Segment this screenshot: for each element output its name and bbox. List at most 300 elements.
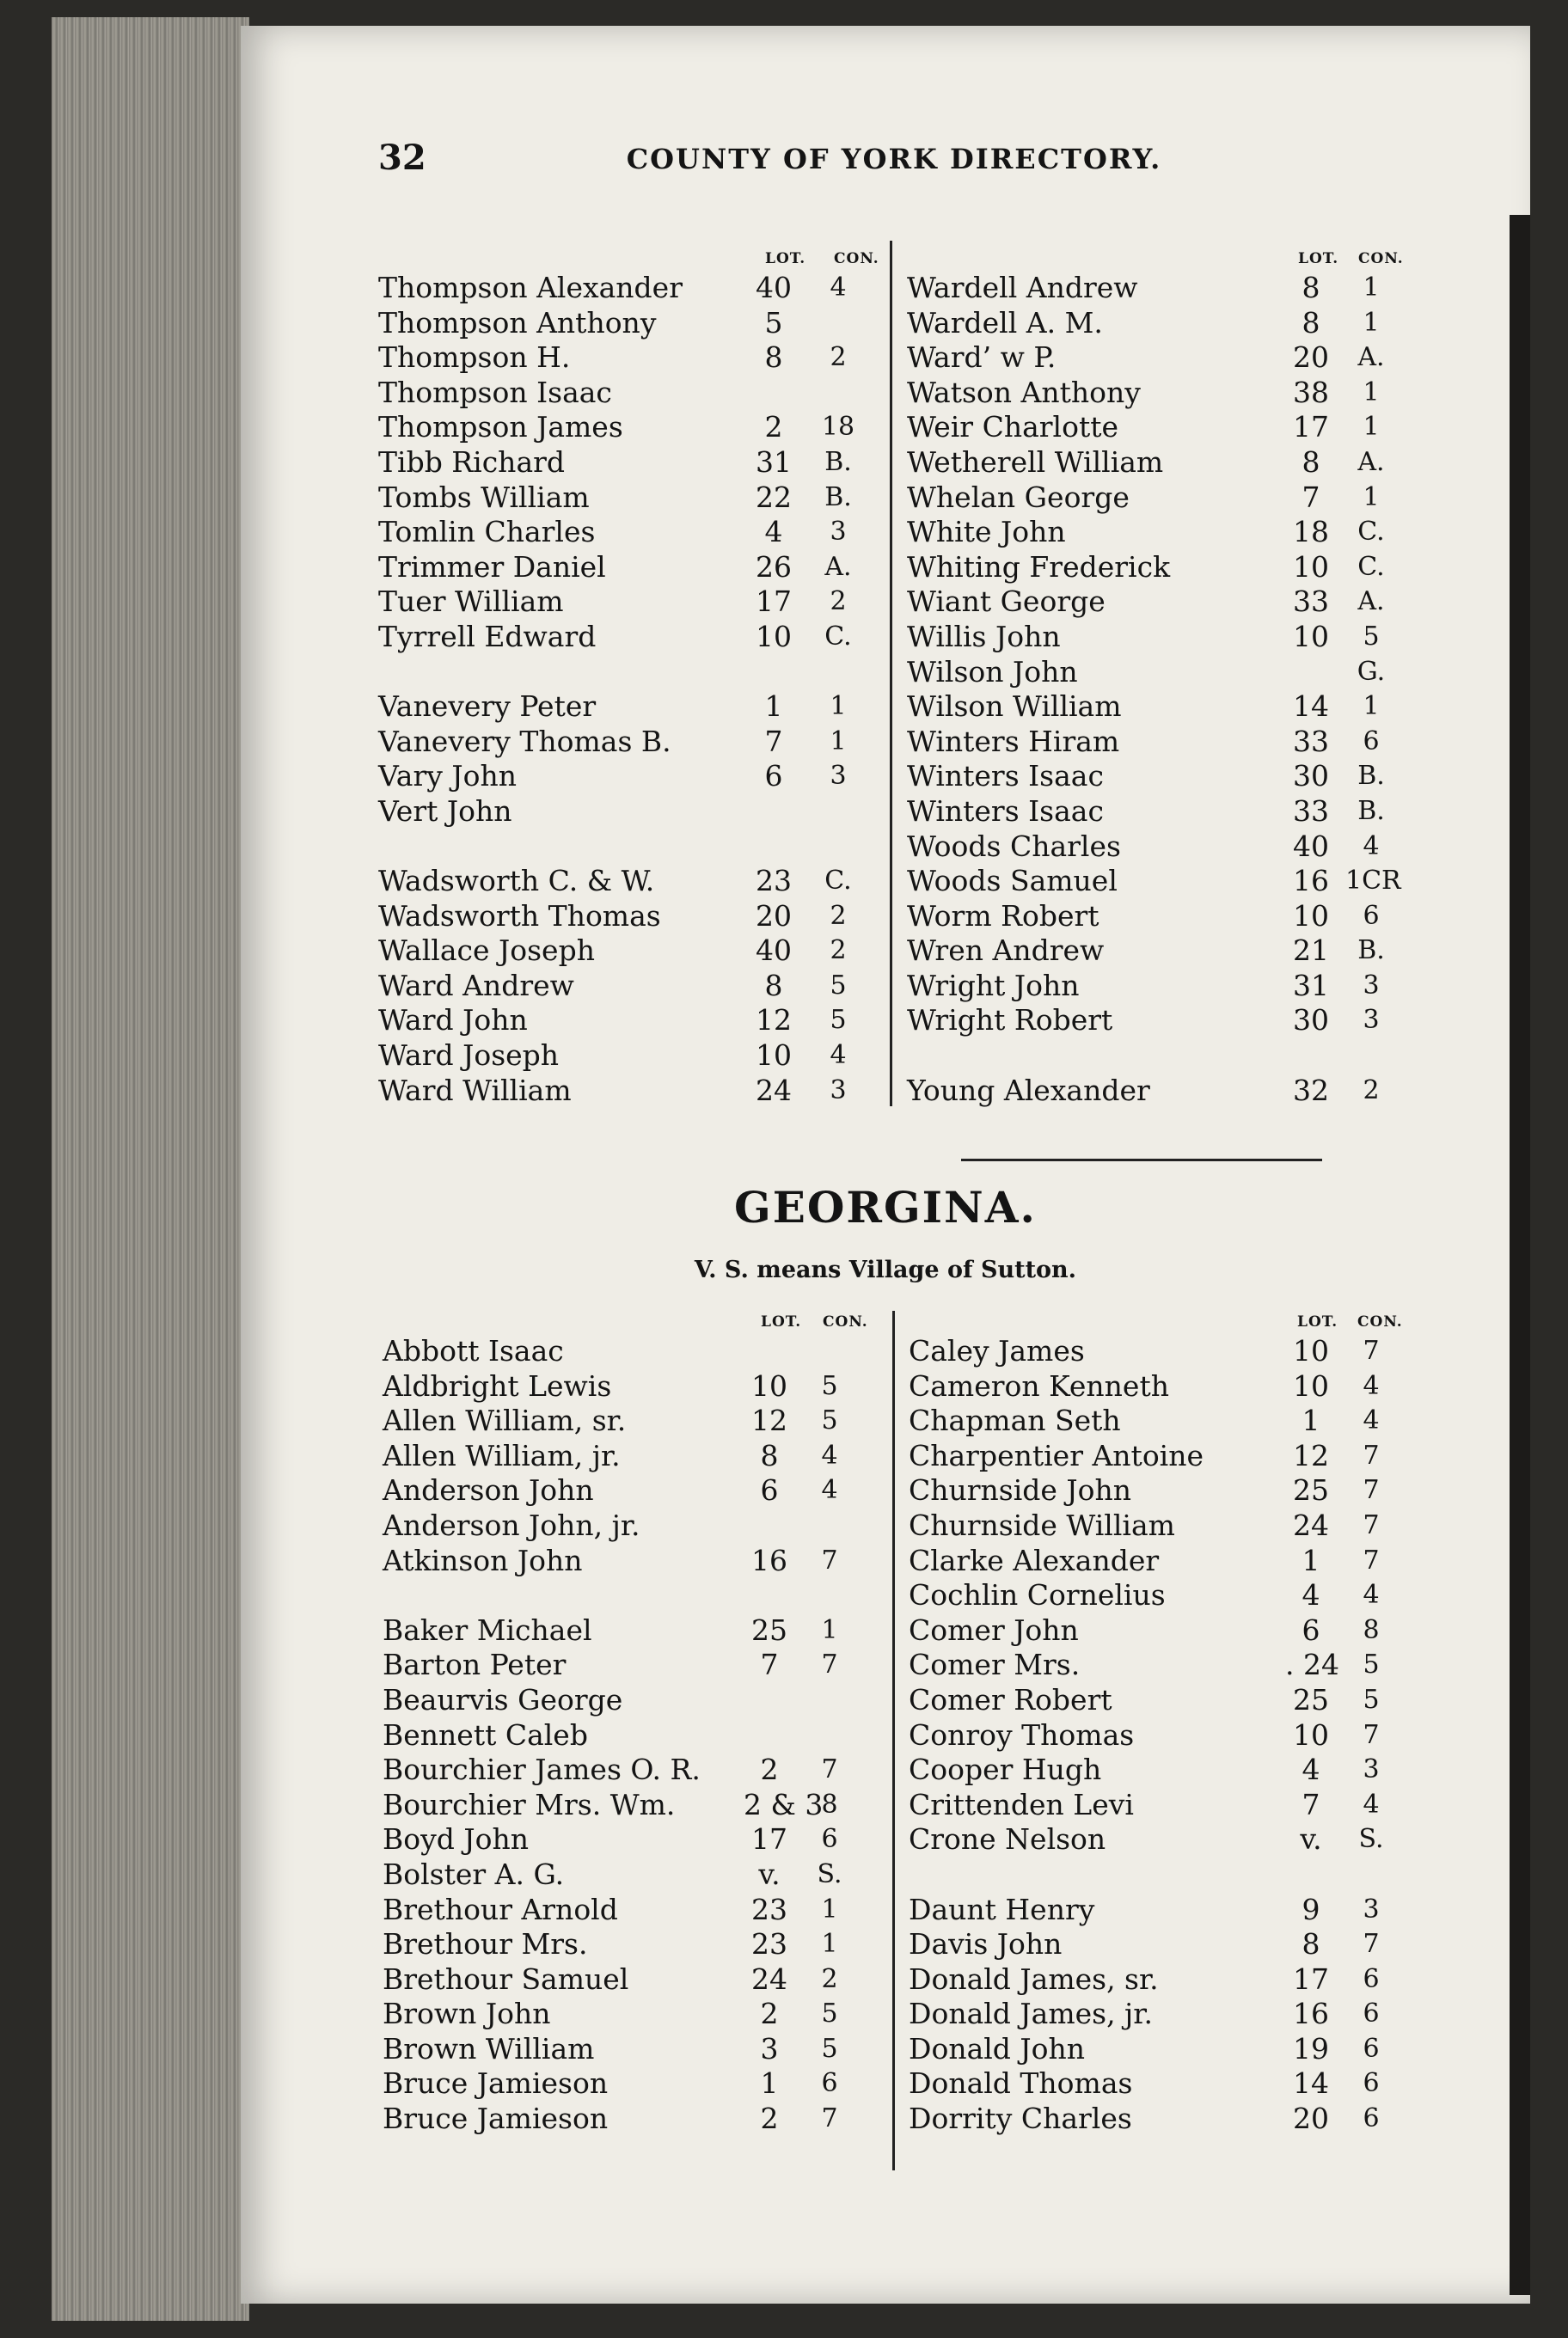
directory-entry: [907, 306, 1414, 341]
directory-entry: [383, 1473, 890, 1509]
entry-concession: B.: [824, 481, 852, 512]
entry-lot: 8: [1302, 1927, 1320, 1962]
directory-entry: [383, 1962, 890, 1998]
directory-entry: [907, 340, 1414, 376]
page-number: 32: [378, 138, 426, 178]
entry-concession: 7: [1363, 1545, 1380, 1576]
directory-entry: [378, 620, 885, 655]
entry-concession: 7: [1363, 1440, 1380, 1471]
entry-name: Thompson Anthony: [378, 305, 657, 340]
entry-name: Vanevery Thomas B.: [378, 724, 671, 758]
lot-header: LOT.: [765, 250, 806, 267]
entry-name: Donald James, sr.: [909, 1962, 1159, 1996]
entry-name: Winters Isaac: [907, 793, 1104, 828]
entry-name: Wadsworth C. & W.: [378, 864, 655, 898]
directory-entry: [378, 725, 885, 760]
directory-entry: [378, 376, 885, 411]
entry-concession: 1: [821, 1929, 838, 1960]
entry-name: Ward John: [378, 1003, 528, 1037]
directory-entry: [907, 829, 1414, 865]
entry-lot: 10: [756, 619, 792, 653]
entry-concession: 5: [821, 2033, 838, 2064]
entry-name: Anderson John, jr.: [383, 1508, 640, 1542]
directory-entry: [383, 1439, 890, 1474]
entry-name: Cooper Hugh: [909, 1753, 1102, 1787]
entry-lot: 10: [1293, 1368, 1329, 1403]
entry-concession: C.: [1357, 517, 1385, 548]
directory-entry: [907, 689, 1414, 725]
entry-concession: 4: [1363, 1370, 1380, 1401]
entry-name: Baker Michael: [383, 1613, 592, 1647]
entry-lot: 7: [1302, 1787, 1320, 1821]
entry-concession: 4: [1363, 1580, 1380, 1611]
directory-entry: [907, 864, 1414, 899]
entry-lot: 7: [1302, 480, 1320, 514]
page-header: [378, 138, 1410, 189]
entry-name: Whelan George: [907, 480, 1130, 514]
directory-entry: [907, 969, 1414, 1004]
entry-name: Wardell A. M.: [907, 305, 1103, 340]
directory-entry: [383, 1544, 890, 1579]
entry-name: Davis John: [909, 1927, 1063, 1962]
entry-concession: 5: [1363, 621, 1380, 652]
directory-entry: [909, 1578, 1416, 1613]
directory-entry: [909, 1334, 1416, 1369]
directory-entry: [909, 1997, 1416, 2032]
entry-concession: S.: [1358, 1824, 1384, 1855]
entry-name: Thompson Isaac: [378, 375, 612, 409]
entry-lot: 7: [760, 1648, 779, 1682]
entry-lot: 24: [756, 1073, 792, 1107]
directory-entry: [383, 1927, 890, 1962]
entry-lot: 18: [1293, 515, 1329, 549]
directory-entry: [378, 1038, 885, 1074]
page-gutter-shadow: [1510, 215, 1530, 2295]
directory-entry: [909, 1822, 1416, 1858]
directory-entry: [909, 1648, 1416, 1683]
entry-lot: 17: [751, 1822, 787, 1857]
entry-lot: 10: [1293, 549, 1329, 584]
running-title: COUNTY OF YORK DIRECTORY.: [626, 143, 1162, 175]
entry-concession: 3: [1363, 1005, 1380, 1036]
entry-name: Winters Hiram: [907, 724, 1120, 758]
entry-concession: 4: [1363, 830, 1380, 861]
directory-entry: [383, 1334, 890, 1369]
entry-name: Bourchier James O. R.: [383, 1753, 701, 1787]
entry-lot: 8: [1302, 444, 1320, 479]
entry-concession: 6: [1363, 1963, 1380, 1994]
directory-entry: [909, 1753, 1416, 1788]
entry-name: Vert John: [378, 793, 512, 828]
entry-concession: 3: [1363, 1754, 1380, 1785]
entry-name: Bourchier Mrs. Wm.: [383, 1787, 676, 1821]
entry-concession: B.: [1357, 795, 1385, 826]
entry-concession: A.: [1357, 342, 1385, 373]
entry-lot: 1: [1302, 1404, 1320, 1438]
entry-name: Conroy Thomas: [909, 1717, 1135, 1752]
directory-entry: [907, 759, 1414, 794]
entry-concession: 7: [1363, 1719, 1380, 1750]
directory-entry: [383, 1648, 890, 1683]
entry-lot: 25: [1293, 1473, 1329, 1508]
entry-lot: 24: [751, 1962, 787, 1996]
directory-entry: [909, 1893, 1416, 1928]
entry-lot: 16: [1293, 864, 1329, 898]
directory-entry: [907, 1074, 1414, 1109]
entry-lot: 4: [764, 515, 783, 549]
entry-concession: 7: [1363, 1929, 1380, 1960]
column-header: [909, 1308, 1416, 1334]
entry-concession: 2: [830, 900, 847, 931]
entry-lot: 32: [1293, 1073, 1329, 1107]
blank-row: [378, 829, 885, 865]
entry-name: Abbott Isaac: [383, 1334, 564, 1368]
directory-entry: [907, 515, 1414, 550]
directory-entry: [383, 1683, 890, 1718]
directory-entry: [907, 620, 1414, 655]
entry-concession: 7: [1363, 1509, 1380, 1540]
directory-entry: [907, 445, 1414, 480]
directory-entry: [378, 759, 885, 794]
entry-lot: 12: [1293, 1438, 1329, 1472]
column-header: [378, 245, 885, 271]
section-rule: [961, 1159, 1322, 1161]
con-header: CON.: [834, 250, 879, 267]
entry-name: Tyrrell Edward: [378, 619, 597, 653]
directory-entry: [378, 306, 885, 341]
entry-concession: 4: [830, 1040, 847, 1071]
directory-entry: [378, 550, 885, 585]
entry-concession: 4: [821, 1440, 838, 1471]
entry-concession: 2: [830, 342, 847, 373]
entry-concession: 5: [830, 970, 847, 1001]
entry-lot: 17: [1293, 410, 1329, 444]
entry-name: Cochlin Cornelius: [909, 1578, 1166, 1613]
entry-name: Charpentier Antoine: [909, 1438, 1204, 1472]
entry-name: Vanevery Peter: [378, 689, 597, 724]
entry-concession: 2: [821, 1963, 838, 1994]
entry-concession: 3: [830, 761, 847, 792]
entry-name: Donald John: [909, 2031, 1086, 2066]
entry-lot: 33: [1293, 584, 1329, 619]
directory-entry: [909, 1613, 1416, 1649]
entry-lot: 40: [756, 933, 792, 968]
directory-entry: [383, 1509, 890, 1544]
directory-entry: [383, 1404, 890, 1439]
section-note: V. S. means Village of Sutton.: [694, 1257, 1077, 1283]
directory-entry: [907, 480, 1414, 516]
entry-concession: 6: [1363, 2033, 1380, 2064]
entry-lot: 19: [1293, 2031, 1329, 2066]
directory-entry: [378, 271, 885, 306]
directory-entry: [909, 1404, 1416, 1439]
directory-entry: [909, 1509, 1416, 1544]
entry-concession: B.: [1357, 935, 1385, 966]
directory-entry: [383, 1858, 890, 1893]
directory-entry: [378, 445, 885, 480]
entry-lot: 40: [756, 271, 792, 304]
entry-lot: 12: [756, 1003, 792, 1037]
entry-concession: 5: [821, 1405, 838, 1436]
entry-concession: 1: [830, 725, 847, 756]
entry-name: Tombs William: [378, 480, 590, 514]
entry-lot: 33: [1293, 793, 1329, 828]
lot-header: LOT.: [761, 1313, 802, 1331]
directory-entry: [907, 899, 1414, 934]
entry-name: Churnside John: [909, 1473, 1132, 1508]
entry-name: Wren Andrew: [907, 933, 1105, 968]
entry-lot: 38: [1293, 375, 1329, 409]
directory-entry: [907, 271, 1414, 306]
entry-lot: 17: [756, 584, 792, 619]
entry-name: Bennett Caleb: [383, 1717, 588, 1752]
entry-concession: 4: [821, 1475, 838, 1506]
entry-concession: 4: [1363, 1405, 1380, 1436]
entry-name: Comer John: [909, 1613, 1079, 1647]
entry-name: Chapman Seth: [909, 1404, 1121, 1438]
entry-lot: . 24: [1285, 1648, 1339, 1682]
entry-lot: 14: [1293, 689, 1329, 724]
entry-lot: 20: [1293, 2102, 1329, 2136]
entry-concession: 6: [1363, 2103, 1380, 2134]
entry-name: Wardell Andrew: [907, 271, 1138, 304]
entry-name: Ward’ w P.: [907, 340, 1057, 375]
entry-lot: 10: [751, 1368, 787, 1403]
entry-name: Bruce Jamieson: [383, 2066, 609, 2101]
entry-name: Woods Samuel: [907, 864, 1118, 898]
section-title: GEORGINA.: [734, 1182, 1037, 1233]
entry-name: Watson Anthony: [907, 375, 1141, 409]
entry-concession: 5: [830, 1005, 847, 1036]
entry-concession: 18: [821, 412, 855, 443]
directory-entry: [909, 1439, 1416, 1474]
entry-lot: 6: [1302, 1613, 1320, 1647]
directory-entry: [378, 1003, 885, 1038]
con-header: CON.: [1357, 1313, 1403, 1331]
entry-concession: 5: [821, 1370, 838, 1401]
entry-lot: 1: [760, 2066, 779, 2101]
entry-lot: 10: [1293, 619, 1329, 653]
entry-name: Ward Joseph: [378, 1038, 560, 1073]
entry-concession: 5: [1363, 1684, 1380, 1715]
entry-name: Anderson John: [383, 1473, 594, 1508]
entry-concession: 6: [1363, 725, 1380, 756]
column-left: [383, 1308, 890, 2137]
entry-lot: 20: [756, 898, 792, 933]
entry-lot: 8: [764, 968, 783, 1002]
entry-name: Ward Andrew: [378, 968, 574, 1002]
entry-lot: 16: [751, 1543, 787, 1577]
entry-name: Atkinson John: [383, 1543, 583, 1577]
entry-concession: 5: [1363, 1649, 1380, 1680]
entry-lot: 1: [1302, 1543, 1320, 1577]
entry-concession: 7: [821, 2103, 838, 2134]
directory-entry: [383, 2102, 890, 2137]
entry-lot: 21: [1293, 933, 1329, 968]
entry-name: Wright John: [907, 968, 1080, 1002]
column-header: [907, 245, 1414, 271]
entry-lot: 1: [764, 689, 783, 724]
entry-name: Thompson James: [378, 410, 623, 444]
entry-concession: 1: [1363, 691, 1380, 722]
directory-entry: [378, 1074, 885, 1109]
entry-concession: 6: [1363, 1998, 1380, 2029]
directory-entry: [909, 2032, 1416, 2067]
entry-name: Daunt Henry: [909, 1892, 1095, 1926]
directory-entry: [907, 550, 1414, 585]
directory-entry: [378, 969, 885, 1004]
entry-name: Bolster A. G.: [383, 1857, 565, 1891]
directory-entry: [383, 1822, 890, 1858]
entry-concession: 3: [830, 517, 847, 548]
entry-lot: 20: [1293, 340, 1329, 375]
entry-name: Winters Isaac: [907, 759, 1104, 793]
blank-row: [383, 1578, 890, 1613]
entry-lot: 30: [1293, 1003, 1329, 1037]
entry-name: Vary John: [378, 759, 517, 793]
entry-name: Trimmer Daniel: [378, 549, 606, 584]
entry-concession: 1: [830, 691, 847, 722]
entry-name: Willis John: [907, 619, 1061, 653]
directory-entry: [383, 1369, 890, 1405]
entry-name: Wiant George: [907, 584, 1106, 619]
entry-name: Brethour Mrs.: [383, 1927, 588, 1962]
column-divider: [890, 241, 892, 1106]
entry-name: Beaurvis George: [383, 1682, 623, 1717]
directory-entry: [909, 2066, 1416, 2102]
entry-name: Bruce Jamieson: [383, 2102, 609, 2136]
entry-concession: 1: [1363, 481, 1380, 512]
entry-concession: 1: [1363, 272, 1380, 303]
entry-concession: B.: [824, 446, 852, 477]
directory-entry: [383, 1753, 890, 1788]
directory-entry: [378, 410, 885, 445]
entry-name: Churnside William: [909, 1508, 1175, 1542]
entry-lot: 9: [1302, 1892, 1320, 1926]
entry-name: Donald Thomas: [909, 2066, 1133, 2101]
directory-entry: [909, 1369, 1416, 1405]
entry-lot: 17: [1293, 1962, 1329, 1996]
entry-name: Brown William: [383, 2031, 595, 2066]
entry-lot: v.: [1300, 1822, 1322, 1857]
directory-entry: [383, 1788, 890, 1823]
entry-concession: 6: [821, 2068, 838, 2099]
entry-name: Whiting Frederick: [907, 549, 1171, 584]
entry-lot: 6: [764, 759, 783, 793]
directory-entry: [907, 410, 1414, 445]
entry-concession: 2: [830, 586, 847, 617]
entry-concession: 6: [821, 1824, 838, 1855]
entry-lot: 12: [751, 1404, 787, 1438]
entry-concession: 1: [1363, 412, 1380, 443]
directory-page: [241, 26, 1530, 2304]
entry-concession: 4: [1363, 1789, 1380, 1820]
entry-name: Barton Peter: [383, 1648, 567, 1682]
lot-header: LOT.: [1297, 1313, 1338, 1331]
entry-lot: 2: [764, 410, 783, 444]
entry-lot: 2: [760, 2102, 779, 2136]
entry-lot: 6: [760, 1473, 779, 1508]
con-header: CON.: [1358, 250, 1404, 267]
entry-concession: C.: [1357, 551, 1385, 582]
entry-name: Allen William, jr.: [383, 1438, 621, 1472]
directory-entry: [378, 340, 885, 376]
entry-concession: S.: [817, 1858, 842, 1889]
entry-concession: 3: [830, 1074, 847, 1105]
book-page-edges: [52, 17, 249, 2321]
entry-name: Crone Nelson: [909, 1822, 1106, 1857]
directory-entry: [907, 1003, 1414, 1038]
entry-concession: 5: [821, 1998, 838, 2029]
directory-entry: [383, 1997, 890, 2032]
directory-entry: [907, 584, 1414, 620]
directory-entry: [907, 794, 1414, 829]
entry-lot: 14: [1293, 2066, 1329, 2101]
entry-lot: 8: [760, 1438, 779, 1472]
entry-name: Brown John: [383, 1997, 551, 2031]
entry-name: Cameron Kenneth: [909, 1368, 1169, 1403]
directory-entry: [378, 515, 885, 550]
entry-name: Allen William, sr.: [383, 1404, 627, 1438]
entry-concession: 7: [821, 1545, 838, 1576]
entry-concession: 1: [821, 1894, 838, 1925]
entry-concession: 1: [1363, 307, 1380, 338]
column-header: [383, 1308, 890, 1334]
entry-lot: 4: [1302, 1578, 1320, 1613]
column-divider: [892, 1311, 895, 2170]
entry-name: Wetherell William: [907, 444, 1164, 479]
entry-name: Tibb Richard: [378, 444, 566, 479]
entry-lot: 22: [756, 480, 792, 514]
directory-entry: [378, 689, 885, 725]
directory-entry: [909, 1962, 1416, 1998]
entry-name: Donald James, jr.: [909, 1997, 1153, 2031]
directory-entry: [378, 584, 885, 620]
directory-entry: [909, 2102, 1416, 2137]
entry-name: White John: [907, 515, 1066, 549]
entry-concession: 2: [1363, 1074, 1380, 1105]
entry-lot: 7: [764, 724, 783, 758]
entry-lot: 25: [751, 1613, 787, 1647]
directory-entry: [378, 480, 885, 516]
entry-lot: 24: [1293, 1508, 1329, 1542]
blank-row: [909, 1858, 1416, 1893]
entry-name: Dorrity Charles: [909, 2102, 1132, 2136]
directory-entry: [907, 725, 1414, 760]
entry-concession: A.: [1357, 446, 1385, 477]
entry-concession: G.: [1357, 656, 1386, 687]
entry-lot: 5: [764, 305, 783, 340]
entry-concession: C.: [824, 621, 852, 652]
entry-concession: 2: [830, 935, 847, 966]
entry-concession: 1: [821, 1614, 838, 1645]
entry-lot: 30: [1293, 759, 1329, 793]
directory-entry: [378, 794, 885, 829]
entry-concession: 1: [1363, 376, 1380, 407]
column-left: [378, 245, 885, 1108]
column-right: [909, 1308, 1416, 2137]
entry-name: Worm Robert: [907, 898, 1099, 933]
directory-entry: [909, 1683, 1416, 1718]
entry-name: Tomlin Charles: [378, 515, 596, 549]
blank-row: [378, 655, 885, 690]
entry-concession: B.: [1357, 761, 1385, 792]
entry-lot: 10: [1293, 1334, 1329, 1368]
directory-entry: [909, 1927, 1416, 1962]
entry-lot: 33: [1293, 724, 1329, 758]
entry-lot: 3: [760, 2031, 779, 2066]
directory-entry: [383, 1613, 890, 1649]
